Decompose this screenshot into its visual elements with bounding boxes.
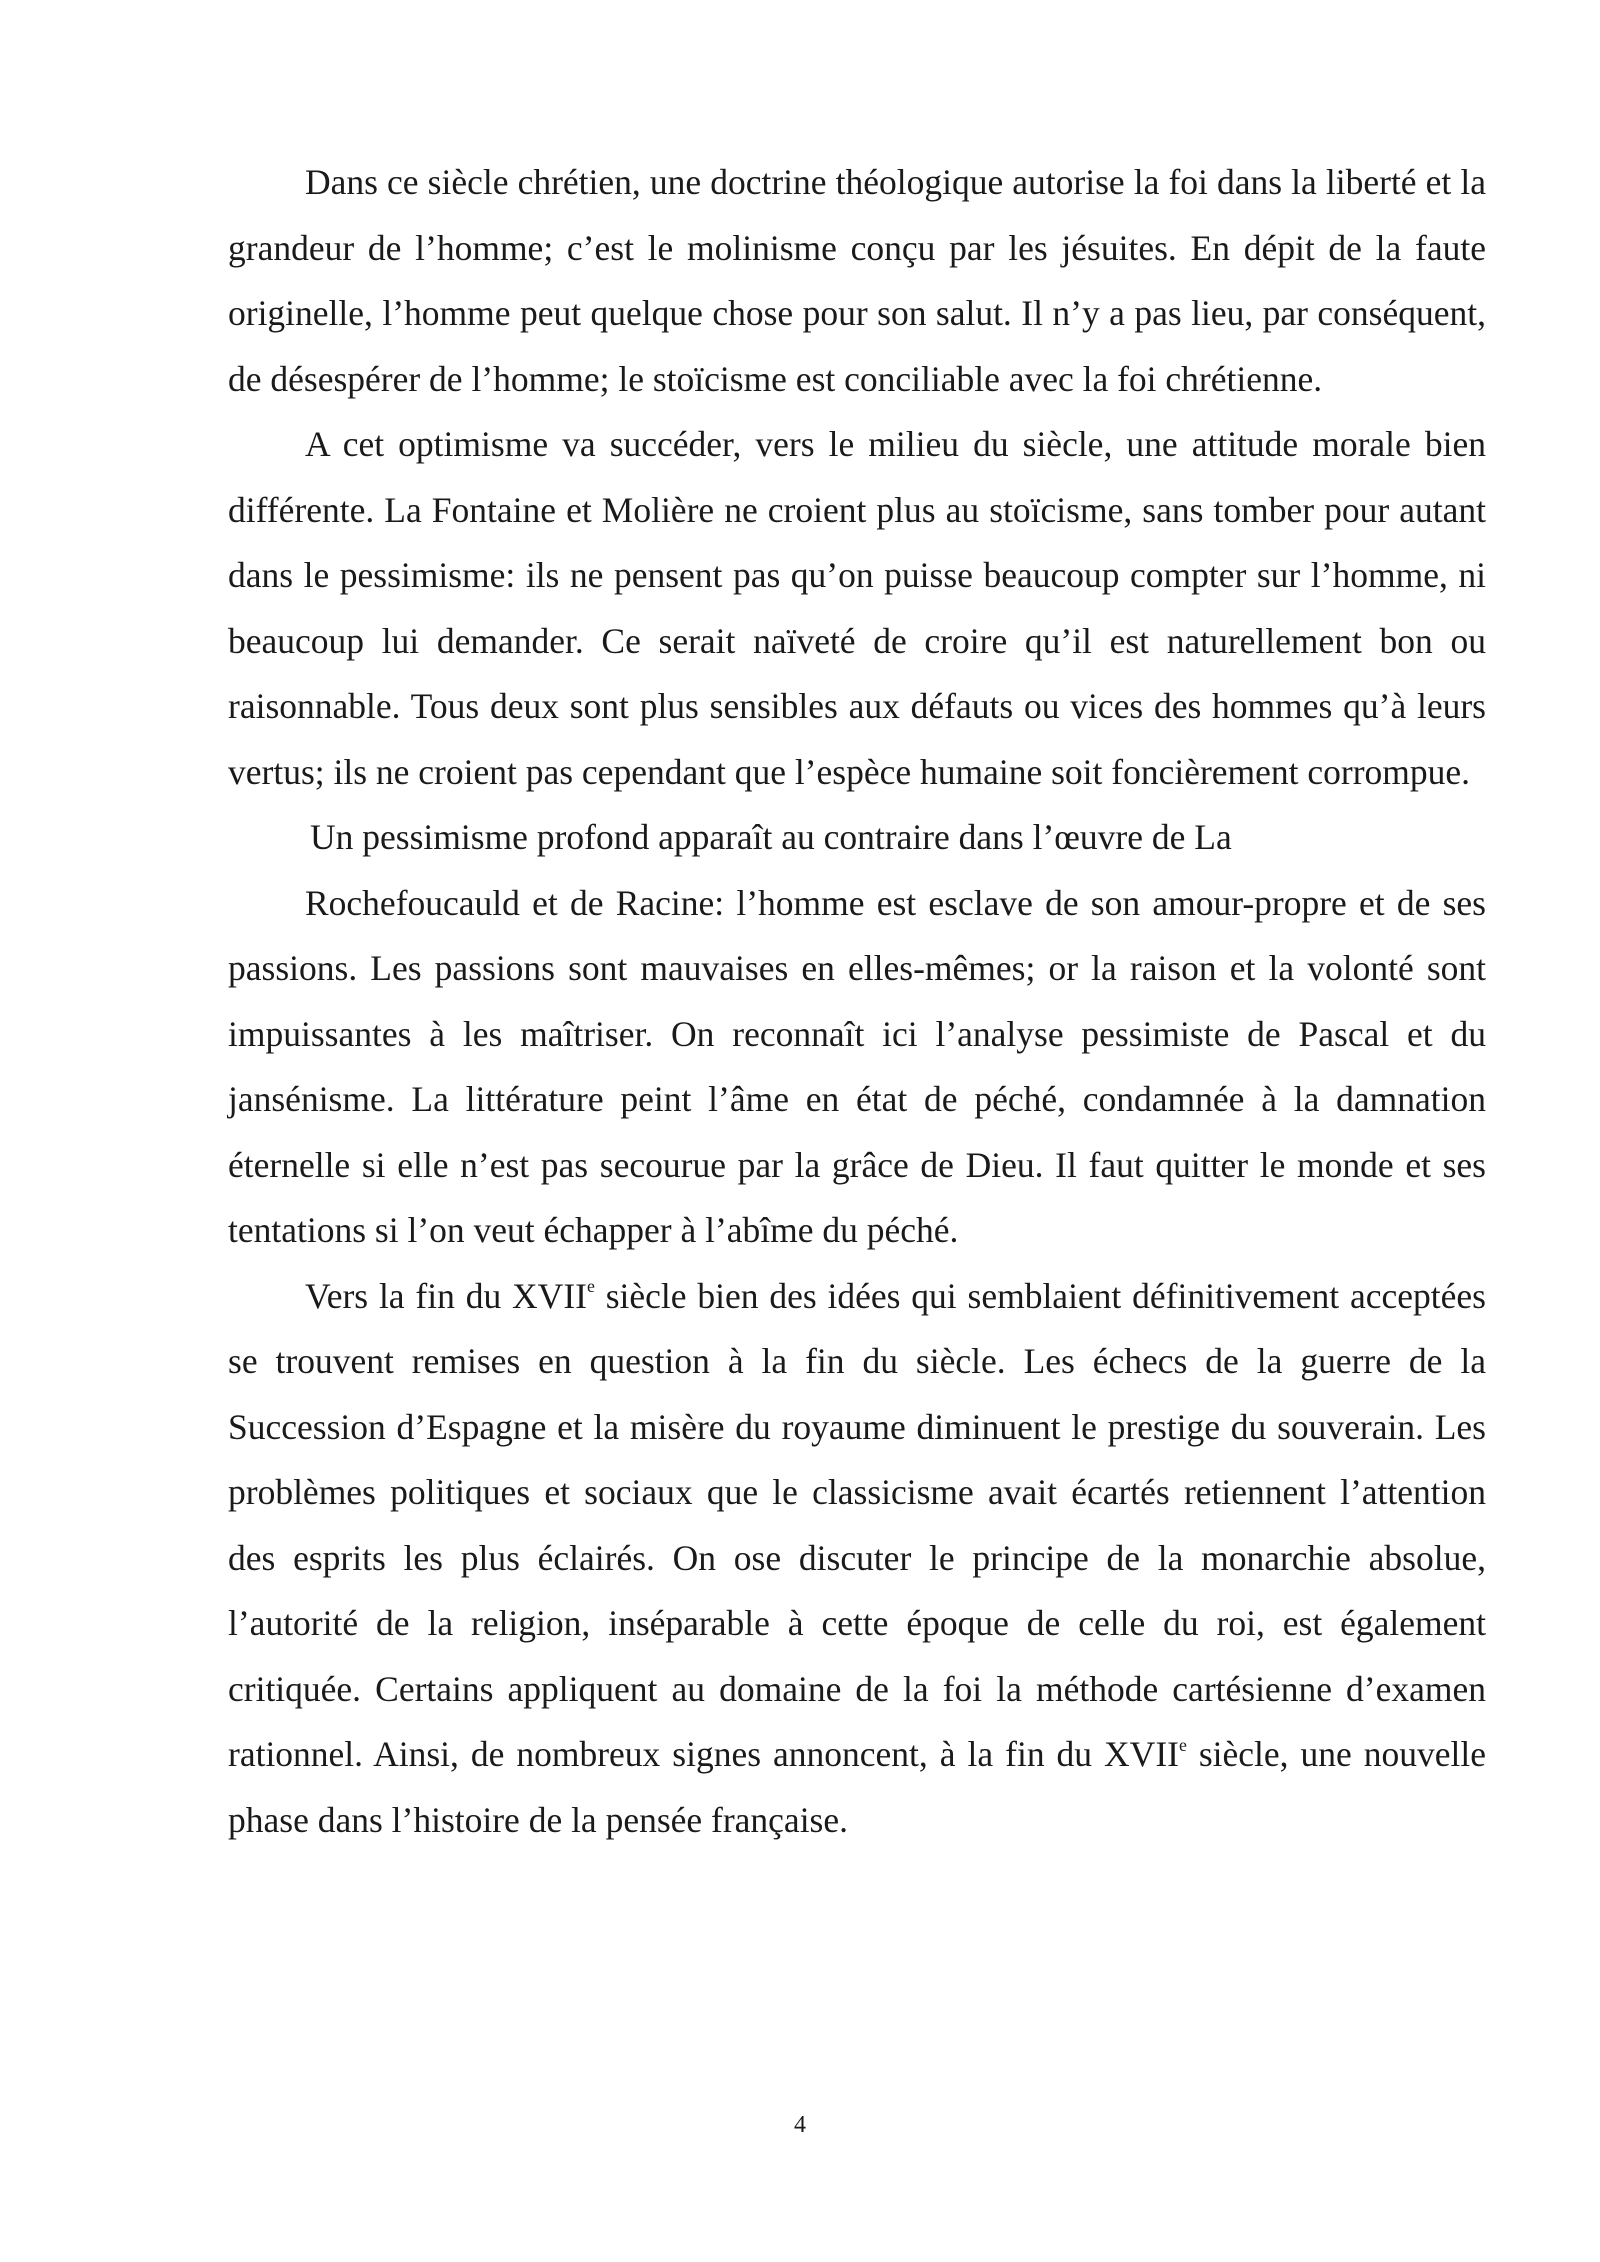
superscript-e: e xyxy=(586,1276,595,1297)
paragraph-5-text-c: siècle, une nouvelle phase dans l’histoire de la pensée française. xyxy=(228,1734,1487,1840)
paragraph-5-text-b: siècle bien des idées qui semblaient définitivement acceptées se trouvent remises en question à la fin du siècle. Les échecs de la guerre de la Succession d’Espagne et la misère du royaume diminuent le prestige du souverain. Les problèmes politiques et sociaux que le classicisme avait écartés retiennent l’attention des esprits les plus éclairés. On ose discuter le principe de la monarchie absolue, l’autorité de la religion, inséparable à cette époque de celle du roi, est également critiquée. Certains appliquent au domaine de la foi la méthode cartésienne d’examen rationnel. Ainsi, de nombreux signes annoncent, à la fin du XVII xyxy=(228,1275,1486,1774)
superscript-e-2: e xyxy=(1178,1734,1187,1755)
document-body xyxy=(228,150,1486,1853)
paragraph-4: Rochefoucauld et de Racine: l’homme est esclave de son amour-propre et de ses passions. Les passions sont mauvaises en elles-mêmes; or la raison et la volonté sont impuissantes à les maîtriser. On reconnaît ici l’analyse pessimiste de Pascal et du jansénisme. La littérature peint l’âme en état de péché, condamnée à la damnation éternelle si elle n’est pas secourue par la grâce de Dieu. Il faut quitter le monde et ses tentations si l’on veut échapper à l’abîme du péché. xyxy=(228,882,1486,1250)
paragraph-3: Un pessimisme profond apparaît au contraire dans l’œuvre de La xyxy=(310,817,1232,857)
paragraph-2: A cet optimisme va succéder, vers le milieu du siècle, une attitude morale bien différente. La Fontaine et Molière ne croient plus au stoïcisme, sans tomber pour autant dans le pessimisme: ils ne pensent pas qu’on puisse beaucoup compter sur l’homme, ni beaucoup lui demander. Ce serait naïveté de croire qu’il est naturellement bon ou raisonnable. Tous deux sont plus sensibles aux défauts ou vices des hommes qu’à leurs vertus; ils ne croient pas cependant que l’espèce humaine soit foncièrement corrompue. xyxy=(228,424,1486,792)
paragraph-5 xyxy=(228,1264,1486,1854)
paragraph-1: Dans ce siècle chrétien, une doctrine théologique autorise la foi dans la liberté et la grandeur de l’homme; c’est le molinisme conçu par les jésuites. En dépit de la faute originelle, l’homme peut quelque chose pour son salut. Il n’y a pas lieu, par conséquent, de désespérer de l’homme; le stoïcisme est conciliable avec la foi chrétienne. xyxy=(228,162,1486,399)
page-number: 4 xyxy=(794,2112,806,2138)
paragraph-5-text-a: Vers la fin du XVII xyxy=(305,1275,587,1316)
